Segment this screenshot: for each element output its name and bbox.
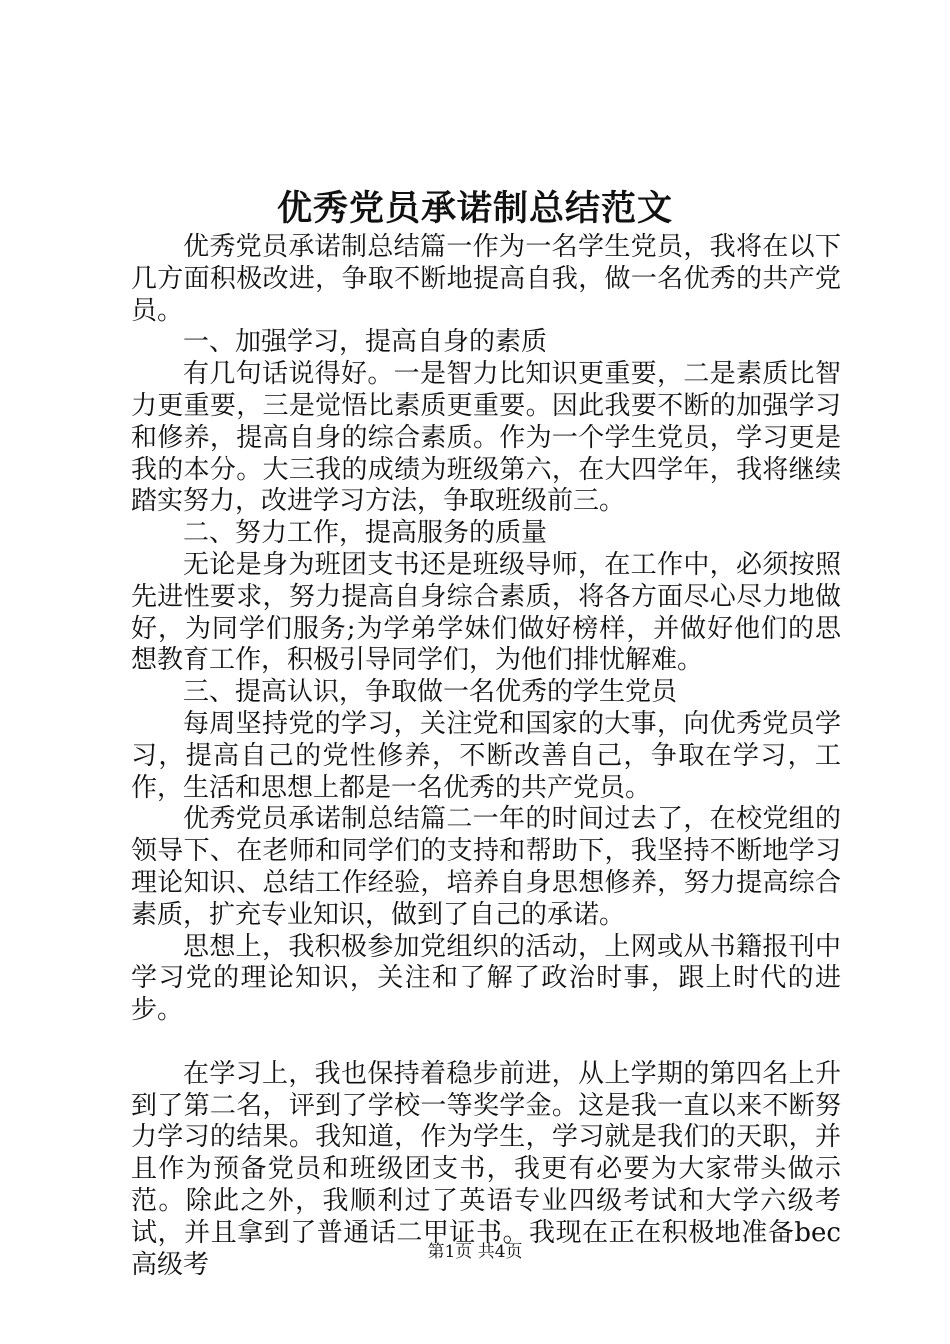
paragraph-awareness: 每周坚持党的学习，关注党和国家的大事，向优秀党员学习，提高自己的党性修养，不断改善自己，争取在学习，工作，生活和思想上都是一名优秀的共产党员。 <box>131 708 841 803</box>
paragraph-work: 无论是身为班团支书还是班级导师，在工作中，必须按照先进性要求，努力提高自身综合素质，将各方面尽心尽力地做好，为同学们服务;为学弟学妹们做好榜样，并做好他们的思想教育工作，积极引导同学们，为他们排忧解难。 <box>131 549 841 676</box>
paragraph-thought: 思想上，我积极参加党组织的活动，上网或从书籍报刊中学习党的理论知识，关注和了解了政治时事，跟上时代的进步。 <box>131 931 841 1026</box>
document-body <box>131 232 841 1281</box>
page-number-footer: 第1页 共4页 <box>427 1242 523 1262</box>
paragraph-study: 有几句话说得好。一是智力比知识更重要，二是素质比智力更重要，三是觉悟比素质更重要。因此我要不断的加强学习和修养，提高自身的综合素质。作为一个学生党员，学习更是我的本分。大三我的成绩为班级第六，在大四学年，我将继续踏实努力，改进学习方法，争取班级前三。 <box>131 359 841 517</box>
paragraph-part-two: 优秀党员承诺制总结篇二一年的时间过去了，在校党组的领导下、在老师和同学们的支持和帮助下，我坚持不断地学习理论知识、总结工作经验，培养自身思想修养，努力提高综合素质，扩充专业知识，做到了自己的承诺。 <box>131 804 841 930</box>
section-heading-3: 三、提高认识，争取做一名优秀的学生党员 <box>183 677 678 708</box>
blank-line <box>131 1027 841 1059</box>
section-heading-2: 二、努力工作，提高服务的质量 <box>183 518 548 549</box>
paragraph-intro: 优秀党员承诺制总结篇一作为一名学生党员，我将在以下几方面积极改进，争取不断地提高自我，做一名优秀的共产党员。 <box>131 232 841 326</box>
document-title: 优秀党员承诺制总结范文 <box>276 188 673 229</box>
paragraph-learning: 在学习上，我也保持着稳步前进，从上学期的第四名上升到了第二名，评到了学校一等奖学金。这是我一直以来不断努力学习的结果。我知道，作为学生，学习就是我们的天职，并且作为预备党员和班级团支书，我更有必要为大家带头做示范。除此之外，我顺利过了英语专业四级考试和大学六级考试，并且拿到了普通话二甲证书。我现在正在积极地准备bec高级考 <box>131 1058 841 1280</box>
section-heading-1: 一、加强学习，提高自身的素质 <box>183 327 548 358</box>
